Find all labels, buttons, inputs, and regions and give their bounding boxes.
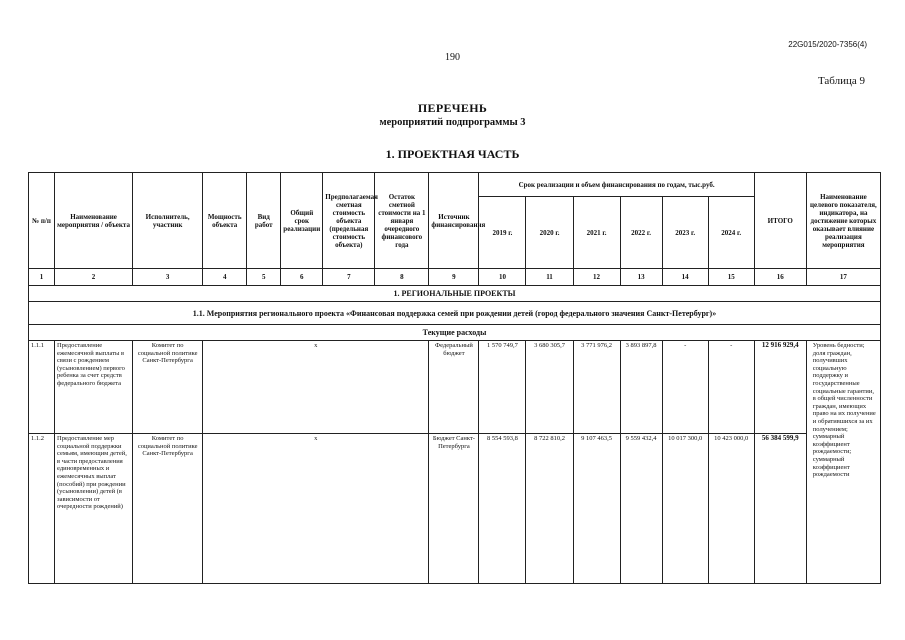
column-number: 8 [375,269,429,286]
header-name: Наименование мероприятия / объекта [55,173,133,269]
row-value-2020: 8 722 810,2 [526,434,573,584]
band-regional-row [29,286,881,302]
header-total: ИТОГО [754,173,806,269]
row-value-2024: - [708,341,754,434]
row-value-2019: 8 554 593,8 [479,434,526,584]
column-number: 16 [754,269,806,286]
document-title: ПЕРЕЧЕНЬ [417,101,488,115]
row-total: 56 384 599,9 [754,434,806,584]
row-number: 1.1.1 [29,341,55,434]
header-year-2023: 2023 г. [662,197,708,269]
header-indicator: Наименование целевого показателя, индикатора, на достижение которых оказывает влияние реализация мероприятия [806,173,880,269]
row-name: Предоставление ежемесячной выплаты в связи с рождением (усыновлением) первого ребенка за счет средств федерального бюджета [55,341,133,434]
table-label: Таблица 9 [817,75,865,87]
column-number: 13 [620,269,662,286]
row-mark: х [203,434,429,584]
column-number: 3 [133,269,203,286]
row-value-2023: - [662,341,708,434]
document-subtitle: мероприятий подпрограммы 3 [379,117,526,128]
column-number: 10 [479,269,526,286]
header-row-1 [29,173,881,197]
column-number: 11 [526,269,573,286]
column-number: 5 [247,269,281,286]
band-project-row [29,302,881,325]
row-value-2021: 3 771 976,2 [573,341,620,434]
section-heading: 1. ПРОЕКТНАЯ ЧАСТЬ [385,147,520,161]
header-total-term: Общий срок реализации [281,173,323,269]
row-source: Бюджет Санкт-Петербурга [429,434,479,584]
column-number: 2 [55,269,133,286]
column-number: 7 [323,269,375,286]
column-number: 6 [281,269,323,286]
row-number: 1.1.2 [29,434,55,584]
measures-table [28,172,881,584]
row-executor: Комитет по социальной политике Санкт-Петербурга [133,434,203,584]
header-year-2024: 2024 г. [708,197,754,269]
document-id: 22G015/2020-7356(4) [788,40,867,49]
band-current-row [29,325,881,341]
header-year-2021: 2021 г. [573,197,620,269]
row-indicator: Уровень бедности; доля граждан, получивших социальную поддержку и государственные социальные гарантии, в общей численности граждан, имеющих право на их получение и обратившихся за их получением; суммарный коэффициент рождаемости; суммарный коэффициент рождаемости [806,341,880,584]
band-regional-project: 1.1. Мероприятия регионального проекта «Финансовая поддержка семей при рождении детей (город федерального значения Санкт-Петербург)» [29,302,881,325]
column-number: 1 [29,269,55,286]
column-number: 15 [708,269,754,286]
header-period: Срок реализации и объем финансирования по годам, тыс.руб. [479,173,754,197]
row-value-2021: 9 107 463,5 [573,434,620,584]
row-value-2022: 9 559 432,4 [620,434,662,584]
header-num: № п/п [29,173,55,269]
band-regional-projects: 1. РЕГИОНАЛЬНЫЕ ПРОЕКТЫ [29,286,881,302]
band-current-expenses: Текущие расходы [29,325,881,341]
table-row [29,341,881,434]
row-value-2019: 1 570 749,7 [479,341,526,434]
column-number-row [29,269,881,286]
row-mark: х [203,341,429,434]
row-source: Федеральный бюджет [429,341,479,434]
column-number: 14 [662,269,708,286]
header-executor: Исполнитель, участник [133,173,203,269]
header-estimated-cost: Предполагаемая сметная стоимость объекта (предельная стоимость объекта) [323,173,375,269]
header-capacity: Мощность объекта [203,173,247,269]
row-value-2023: 10 017 300,0 [662,434,708,584]
row-value-2022: 3 893 897,8 [620,341,662,434]
column-number: 4 [203,269,247,286]
row-value-2024: 10 423 000,0 [708,434,754,584]
column-number: 12 [573,269,620,286]
column-number: 17 [806,269,880,286]
row-value-2020: 3 680 305,7 [526,341,573,434]
header-year-2022: 2022 г. [620,197,662,269]
column-number: 9 [429,269,479,286]
header-remaining-cost: Остаток сметной стоимости на 1 января очередного финансового года [375,173,429,269]
header-year-2019: 2019 г. [479,197,526,269]
header-year-2020: 2020 г. [526,197,573,269]
header-source: Источник финансирования [429,173,479,269]
row-name: Предоставление мер социальной поддержки семьям, имеющим детей, в части предоставления единовременных и ежемесячных выплат (пособий) при рождении (усыновлении) детей (в зависимости от очередности рождений) [55,434,133,584]
page-number: 190 [445,52,460,63]
row-executor: Комитет по социальной политике Санкт-Петербурга [133,341,203,434]
row-total: 12 916 929,4 [754,341,806,434]
header-work-type: Вид работ [247,173,281,269]
table-row [29,434,881,584]
